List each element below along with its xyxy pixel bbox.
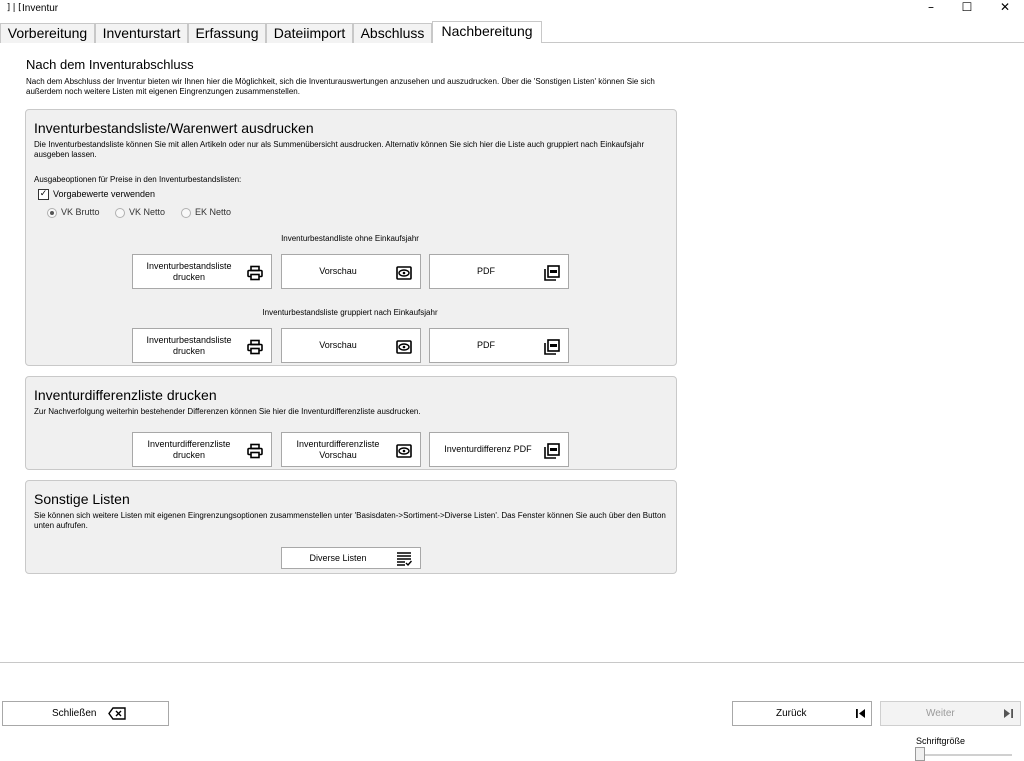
radio-button[interactable] bbox=[47, 208, 57, 218]
button-label: PDF bbox=[477, 340, 495, 350]
use-defaults-label: Vorgabewerte verwenden bbox=[53, 189, 156, 199]
eye-icon bbox=[396, 265, 412, 281]
button-label: Vorschau bbox=[319, 266, 357, 276]
button-label: Schließen bbox=[52, 708, 97, 719]
print-inventory-grouped-button[interactable] bbox=[132, 328, 272, 363]
button-label: Weiter bbox=[926, 708, 955, 719]
next-button[interactable] bbox=[880, 701, 1021, 726]
minimize-button[interactable]: – bbox=[928, 0, 934, 14]
font-size-slider-thumb[interactable] bbox=[915, 747, 925, 761]
pdf-icon bbox=[544, 443, 560, 459]
backspace-icon bbox=[108, 707, 126, 720]
grouped-caption: Inventurbestandsliste gruppiert nach Einkaufsjahr bbox=[262, 308, 438, 317]
preview-inventory-grouped-button[interactable] bbox=[281, 328, 421, 363]
printer-icon bbox=[247, 265, 263, 281]
tab-bar bbox=[0, 21, 1024, 43]
page-title: Nach dem Inventurabschluss bbox=[26, 57, 194, 72]
page-intro: Nach dem Abschluss der Inventur bieten wir Ihnen hier die Möglichkeit, sich die Inventurauswertungen anzusehen und auszudrucken. Über die 'Sonstigen Listen' können Sie sich außerdem noch weitere Listen mit eigenen Eingrenzungen zusammenstellen. bbox=[26, 77, 655, 96]
radio-button[interactable] bbox=[115, 208, 125, 218]
printer-icon bbox=[247, 443, 263, 459]
button-label: Inventurbestandsliste drucken bbox=[146, 260, 232, 282]
maximize-button[interactable]: ☐ bbox=[961, 0, 973, 14]
difference-list-description: Zur Nachverfolgung weiterhin bestehender Differenzen können Sie hier die Inventurdifferenzliste ausdrucken. bbox=[34, 407, 421, 416]
price-options-label: Ausgabeoptionen für Preise in den Inventurbestandslisten: bbox=[34, 175, 242, 184]
button-label: Inventurbestandsliste drucken bbox=[146, 334, 232, 356]
button-label: Inventurdifferenzliste drucken bbox=[147, 438, 231, 460]
back-button[interactable] bbox=[732, 701, 872, 726]
tab-vorbereitung[interactable]: Vorbereitung bbox=[0, 23, 95, 43]
tab-inventurstart[interactable]: Inventurstart bbox=[95, 23, 188, 43]
radio-label: EK Netto bbox=[195, 207, 232, 217]
radio-label: VK Netto bbox=[129, 207, 166, 217]
radio-ek-netto[interactable] bbox=[181, 206, 231, 218]
other-lists-description: Sie können sich weitere Listen mit eigenen Eingrenzungsoptionen zusammenstellen unter 'Basisdaten->Sortiment->Diverse Listen'. Das Fenster können Sie auch über den Button unten aufrufen. bbox=[34, 511, 666, 530]
skip-forward-icon bbox=[1002, 707, 1015, 720]
footer-divider bbox=[0, 662, 1024, 663]
font-size-slider-track[interactable] bbox=[920, 754, 1012, 756]
button-label: Vorschau bbox=[319, 340, 357, 350]
radio-button[interactable] bbox=[181, 208, 191, 218]
tab-nachbereitung[interactable]: Nachbereitung bbox=[432, 21, 542, 43]
app-icon: ]|[ bbox=[6, 3, 23, 13]
button-label: PDF bbox=[477, 266, 495, 276]
radio-label: VK Brutto bbox=[61, 207, 100, 217]
other-lists-title: Sonstige Listen bbox=[34, 491, 130, 507]
button-label: Inventurdifferenzliste Vorschau bbox=[296, 438, 380, 460]
pdf-inventory-grouped-button[interactable] bbox=[429, 328, 569, 363]
pdf-icon bbox=[544, 339, 560, 355]
print-difference-button[interactable] bbox=[132, 432, 272, 467]
eye-icon bbox=[396, 339, 412, 355]
eye-icon bbox=[396, 443, 412, 459]
inventory-list-description: Die Inventurbestandsliste können Sie mit allen Artikeln oder nur als Summenübersicht ausdrucken. Alternativ können Sie sich hier die Liste auch gruppiert nach Einkaufsjahr ausgeben lassen. bbox=[34, 140, 645, 159]
pdf-inventory-button[interactable] bbox=[429, 254, 569, 289]
font-size-label: Schriftgröße bbox=[916, 736, 966, 746]
button-label: Diverse Listen bbox=[309, 552, 367, 563]
close-window-button[interactable]: ✕ bbox=[999, 0, 1011, 14]
pdf-difference-button[interactable] bbox=[429, 432, 569, 467]
check-icon: ✓ bbox=[39, 189, 48, 200]
radio-vk-netto[interactable] bbox=[115, 206, 165, 218]
list-icon bbox=[396, 551, 412, 567]
use-defaults-checkbox[interactable] bbox=[38, 188, 155, 200]
button-label: Zurück bbox=[776, 708, 807, 719]
preview-difference-button[interactable] bbox=[281, 432, 421, 467]
tab-dateiimport[interactable]: Dateiimport bbox=[266, 23, 353, 43]
preview-inventory-button[interactable] bbox=[281, 254, 421, 289]
printer-icon bbox=[247, 339, 263, 355]
ungrouped-caption: Inventurbestandliste ohne Einkaufsjahr bbox=[281, 234, 419, 243]
title-bar bbox=[0, 0, 1024, 18]
print-inventory-button[interactable] bbox=[132, 254, 272, 289]
checkbox-box[interactable] bbox=[38, 189, 49, 200]
window-title: Inventur bbox=[22, 3, 59, 14]
close-button[interactable] bbox=[2, 701, 169, 726]
pdf-icon bbox=[544, 265, 560, 281]
radio-vk-brutto[interactable] bbox=[47, 206, 100, 218]
inventory-list-title: Inventurbestandsliste/Warenwert ausdrucken bbox=[34, 120, 314, 136]
diverse-lists-button[interactable] bbox=[281, 547, 421, 569]
difference-list-title: Inventurdifferenzliste drucken bbox=[34, 387, 217, 403]
tab-abschluss[interactable]: Abschluss bbox=[353, 23, 432, 43]
skip-back-icon bbox=[854, 707, 867, 720]
tab-erfassung[interactable]: Erfassung bbox=[188, 23, 266, 43]
button-label: Inventurdifferenz PDF bbox=[444, 444, 532, 454]
